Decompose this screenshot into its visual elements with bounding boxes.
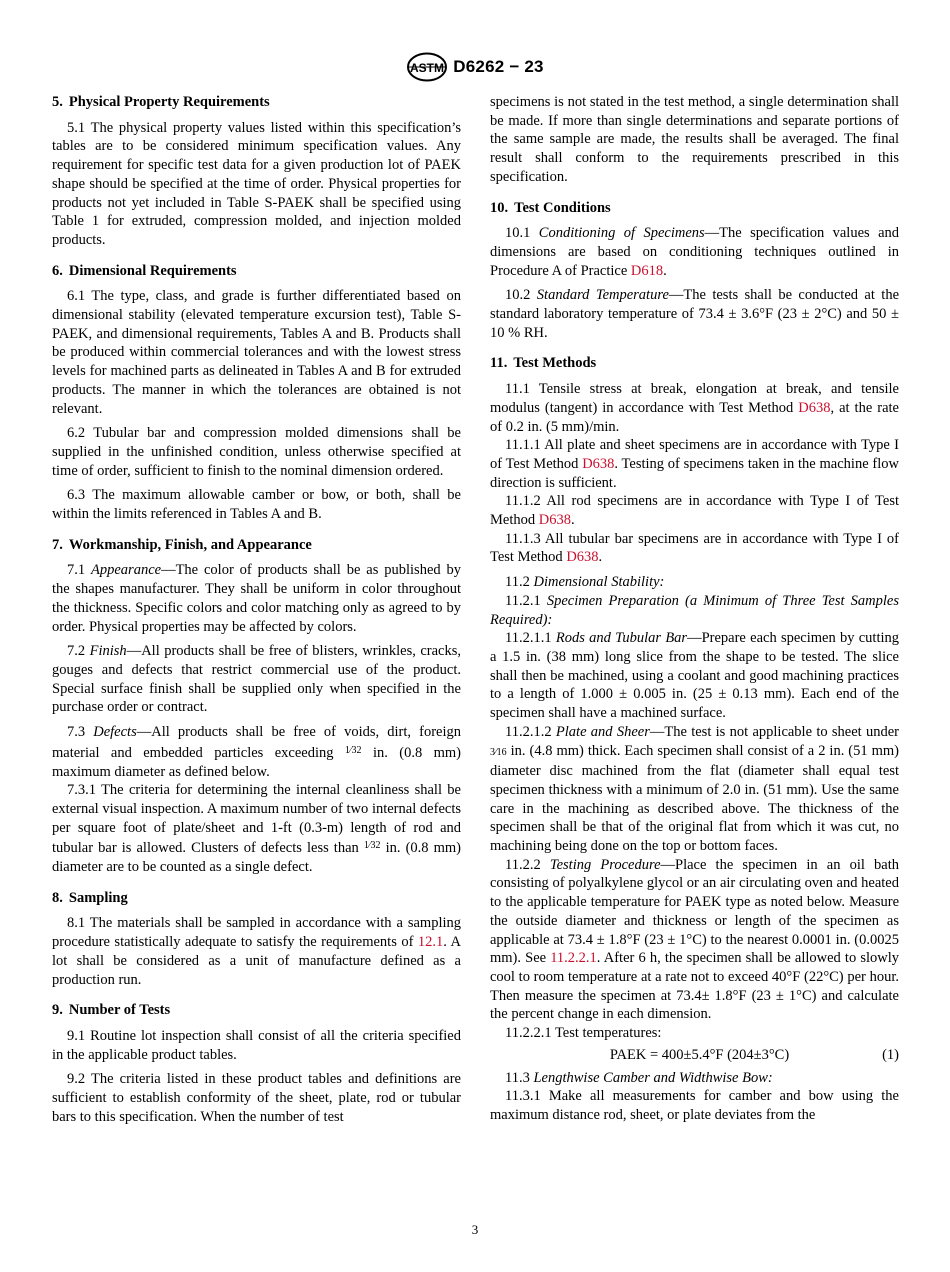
- section-heading: 8. Sampling: [52, 889, 128, 906]
- paragraph-11-3-1: 11.3.1 Make all measurements for camber and bow using the maximum distance rod, sheet, or plate deviates from the: [490, 1088, 899, 1124]
- paragraph-6-1: 6.1 The type, class, and grade is further differentiated based on dimensional stability (elevated temperature excursion test), Table S-PAEK, and dimensional requirements, Tables A and B. Products shall be produced within commercial tolerances and with the lowest stress levels for machined parts as delineated in Tables A and B for extruded products. The manner in which the tolerances are obtained is not relevant.: [52, 288, 461, 417]
- equation-1: [490, 1046, 899, 1066]
- section-9-continued: [490, 93, 899, 187]
- reference-link-d618[interactable]: D618: [630, 262, 664, 279]
- reference-link-d638[interactable]: D638: [538, 512, 571, 529]
- paragraph-11-2-2-1: 11.2.2.1 Test temperatures:: [505, 1025, 662, 1042]
- astm-logo: [406, 52, 448, 82]
- section-heading: 9. Number of Tests: [52, 1002, 171, 1019]
- paragraph-7-3: 7.3 Defects—All products shall be free of voids, dirt, foreign material and embedded particles exceeding $^{1⁄32}$ in. (0.8 mm) maximum diameter as defined below.: [52, 724, 462, 780]
- paragraph-9-1: 9.1 Routine lot inspection shall consist of all the criteria specified in the applicable product tables.: [52, 1027, 461, 1063]
- paragraph-11-2: 11.2 Dimensional Stability:: [505, 574, 665, 591]
- paragraph-6-2: 6.2 Tubular bar and compression molded dimensions shall be supplied in the unfinished condition, unless otherwise specified at time of order, sufficient to finish to the nominal dimension ordered.: [52, 425, 461, 479]
- page-header: [0, 52, 950, 82]
- paragraph-6-3: 6.3 The maximum allowable camber or bow, or both, shall be within the limits referenced in Tables A and B.: [52, 487, 461, 523]
- paragraph-8-1: 8.1 The materials shall be sampled in accordance with a sampling procedure statistically adequate to satisfy the requirements of 12.1. A lot shall be considered as a unit of manufacture defined as a production run.: [52, 915, 461, 988]
- section-9: [52, 1001, 461, 1126]
- paragraph-11-1-2: 11.1.2 All rod specimens are in accordance with Type I of Test Method D638.: [490, 493, 899, 529]
- reference-link-d638[interactable]: D638: [798, 399, 831, 416]
- reference-link-d638[interactable]: D638: [566, 549, 599, 566]
- paragraph-10-2: 10.2 Standard Temperature—The tests shall be conducted at the standard laboratory temperature of 73.4 ± 3.6°F (23 ± 2°C) and 50 ± 10 % RH.: [490, 287, 900, 341]
- paragraph-11-1-1: 11.1.1 All plate and sheet specimens are in accordance with Type I of Test Method D638. Testing of specimens taken in the machine flow direction is sufficient.: [490, 437, 899, 491]
- left-column: [52, 93, 461, 1138]
- paragraph-10-1: 10.1 Conditioning of Specimens—The specification values and dimensions are based on conditioning techniques outlined in Procedure A of Practice D618.: [490, 225, 900, 279]
- reference-link-d638[interactable]: D638: [582, 455, 615, 472]
- section-heading: 7. Workmanship, Finish, and Appearance: [52, 536, 312, 553]
- section-10: [490, 199, 899, 343]
- paragraph-11-2-1-2: 11.2.1.2 Plate and Sheer—The test is not applicable to sheet under 3⁄16 in. (4.8 mm) thick. Each specimen shall consist of a 2 in. (51 mm) diameter disc machined from the flat (diameter shall equal test specimen thickness with a minimum of 2.0 in. (51 mm). Use the same care in the machining as described above. The thickness of the specimen shall be that of the original flat from which it was cut, no machining being done on the top or bottom faces.: [490, 723, 900, 855]
- reference-link-12-1[interactable]: 12.1: [417, 934, 444, 951]
- paragraph-9-2: 9.2 The criteria listed in these product tables and definitions are sufficient to establish conformity of the sheet, plate, rod or tubular bars to this specification. When the number of test: [52, 1071, 461, 1125]
- paragraph-11-2-1-1: 11.2.1.1 Rods and Tubular Bar—Prepare each specimen by cutting a 1.5 in. (38 mm) long slice from the shape to be tested. The slice shall then be machined, using a coolant and good machining practices to a length of 1.000 ± 0.005 in. (25 ± 0.13 mm). Each end of the specimen shall have a machined surface.: [490, 630, 900, 722]
- astm-logo-text: ASTM: [410, 61, 445, 75]
- right-column: [490, 93, 899, 1137]
- paragraph-11-2-1: 11.2.1 Specimen Preparation (a Minimum of Three Test Samples Required):: [490, 592, 899, 628]
- section-heading: 11. Test Methods: [490, 355, 597, 372]
- section-heading: 10. Test Conditions: [490, 199, 611, 216]
- document-designation: D6262 − 23: [453, 56, 544, 76]
- paragraph-11-3: 11.3 Lengthwise Camber and Widthwise Bow:: [505, 1069, 773, 1086]
- paragraph-9-2-continued: specimens is not stated in the test method, a single determination shall be made. If more than single determinations and separate portions of the same sample are made, the results shall be averaged. The final result shall conform to the requirements prescribed in this specification.: [490, 94, 899, 185]
- paragraph-11-2-2: 11.2.2 Testing Procedure—Place the specimen in an oil bath consisting of polyalkylene glycol or an air circulating oven and heated to the applicable temperature for PAEK type as noted below. Measure the outside diameter and thickness or length of the specimen as applicable at 73.4 ± 1.8°F (23 ± 1°C) to the nearest 0.0001 in. (0.0025 mm). See 11.2.2.1. After 6 h, the specimen shall be allowed to slowly cool to room temperature at a rate not to exceed 40°F (22°C) per hour. Then measure the specimen at 73.4± 1.8°F (23 ± 1°C) and calculate the percent change in each dimension.: [490, 856, 900, 1023]
- paragraph-11-1: 11.1 Tensile stress at break, elongation at break, and tensile modulus (tangent) in accordance with Test Method D638, at the rate of 0.2 in. (5 mm)/min.: [490, 381, 899, 435]
- paragraph-5-1: 5.1 The physical property values listed within this specification’s tables are to be considered minimum specification values. Any requirement for specific test data for a given production lot of PAEK shape should be specified at the time of order. Physical properties for products not yet included in Table S-PAEK shall be specified using Table 1 for extruded, compression molded, and injection molded products.: [52, 119, 461, 248]
- section-5: [52, 93, 461, 250]
- paragraph-7-1: 7.1 Appearance—The color of products shall be as published by the shapes manufacturer. They shall be uniform in color throughout the thickness. Specific colors and color matching only as agreed to by order. Physical properties may be affected by colors.: [52, 562, 462, 635]
- section-8: [52, 889, 461, 990]
- paragraph-11-1-3: 11.1.3 All tubular bar specimens are in accordance with Type I of Test Method D638.: [490, 530, 899, 566]
- paragraph-7-3-1: 7.3.1 The criteria for determining the internal cleanliness shall be external visual inspection. A maximum number of two internal defects per square foot of plate/sheet and 1-ft (0.3-m) length of rod and tubular bar is allowed. Clusters of defects less than $^{1⁄32}$ in. (0.8 mm) diameter are to be counted as a single defect.: [52, 782, 461, 876]
- section-7: [52, 536, 461, 877]
- paragraph-7-2: 7.2 Finish—All products shall be free of blisters, wrinkles, cracks, gouges and defects that restrict commercial use of the product. Special surface finish shall be supplied only when specified in the purchase order or contract.: [52, 643, 462, 716]
- page-number: 3: [471, 1222, 479, 1237]
- equation-formula: PAEK = 400±5.4°F (204±3°C): [609, 1047, 790, 1064]
- reference-link-11-2-2-1[interactable]: 11.2.2.1: [550, 950, 597, 967]
- equation-number: (1): [882, 1047, 899, 1064]
- section-6: [52, 262, 461, 524]
- section-heading: 5. Physical Property Requirements: [52, 94, 270, 110]
- section-11: [490, 354, 899, 1124]
- section-heading: 6. Dimensional Requirements: [52, 262, 237, 279]
